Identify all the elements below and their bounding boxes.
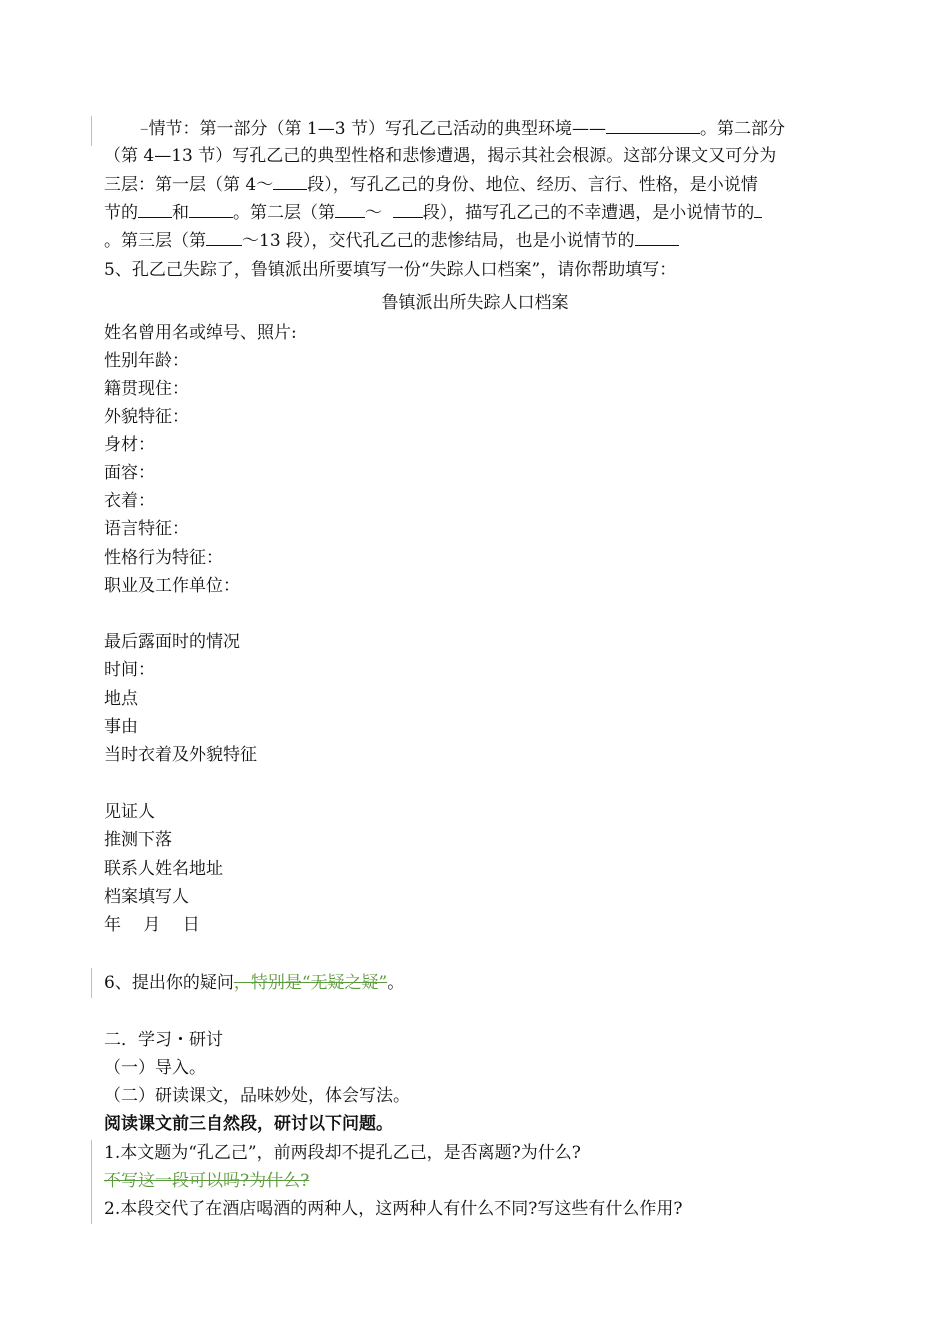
form-field: 身材：	[104, 435, 155, 455]
form-field: 联系人姓名地址	[104, 859, 223, 879]
plot-line-5: 。第三层（第 ～13 段），交代孔乙己的悲惨结局，也是小说情节的	[104, 227, 679, 253]
deleted-question: 不写这一段可以吗?为什么?	[104, 1171, 310, 1191]
form-field: 性格行为特征：	[104, 548, 223, 568]
fill-blank[interactable]	[635, 227, 679, 246]
revision-bar	[91, 116, 92, 146]
form-field: 姓名曾用名或绰号、照片:	[104, 323, 297, 343]
form-field: 语言特征：	[104, 519, 189, 539]
fill-blank[interactable]	[189, 199, 233, 218]
form-field: 衣着：	[104, 491, 155, 511]
form-field: 籍贯现住：	[104, 379, 189, 399]
plot-line-2: （第 4—13 节）写孔乙己的典型性格和悲惨遭遇，揭示其社会根源。这部分课文又可分为	[104, 146, 777, 166]
section-heading: 二．学习・研讨	[104, 1030, 223, 1050]
question-6: 6、提出你的疑问，特别是“无疑之疑”。	[104, 973, 405, 993]
plot-line-3: 三层：第一层（第 4～ 段），写孔乙己的身份、地位、经历、言行、性格，是小说情	[104, 171, 758, 197]
bold-instruction: 阅读课文前三自然段，研讨以下问题。	[104, 1114, 393, 1134]
form-field: 外貌特征：	[104, 407, 189, 427]
form-field: 面容：	[104, 463, 155, 483]
form-field: 当时衣着及外貌特征	[104, 745, 257, 765]
plot-line-4: 节的 和 。第二层（第 ～ 段），描写孔乙己的不幸遭遇，是小说情节的	[104, 199, 762, 225]
form-field: 年 月 日	[104, 915, 200, 935]
fill-blank[interactable]	[206, 227, 242, 246]
form-title: 鲁镇派出所失踪人口档案	[381, 293, 569, 313]
form-field: 地点	[104, 689, 138, 709]
plot-line-1: –情节：第一部分（第 1—3 节）写孔乙己活动的典型环境—— 。第二部分	[140, 115, 785, 141]
fill-blank[interactable]	[606, 115, 700, 134]
form-field: 推测下落	[104, 830, 172, 850]
form-field: 性别年龄：	[104, 351, 189, 371]
fill-blank[interactable]	[273, 171, 307, 190]
fill-blank[interactable]	[393, 199, 423, 218]
fill-blank[interactable]	[754, 199, 762, 218]
form-field: 职业及工作单位：	[104, 576, 240, 596]
fill-blank[interactable]	[335, 199, 365, 218]
form-field: 事由	[104, 717, 138, 737]
form-field: 见证人	[104, 802, 155, 822]
revision-bar	[91, 1140, 92, 1224]
form-field: 档案填写人	[104, 887, 189, 907]
form-field: 时间：	[104, 660, 155, 680]
question-5: 5、孔乙己失踪了，鲁镇派出所要填写一份“失踪人口档案”，请你帮助填写：	[104, 260, 677, 280]
subsection-1: （一）导入。	[104, 1058, 206, 1078]
subsection-2: （二）研读课文，品味妙处，体会写法。	[104, 1086, 410, 1106]
deleted-text: ，特别是“无疑之疑”	[233, 973, 388, 993]
revision-bar	[91, 968, 92, 998]
discussion-question-1: 1.本文题为“孔乙己”，前两段却不提孔乙己，是否离题?为什么?	[104, 1143, 581, 1163]
discussion-question-2: 2.本段交代了在酒店喝酒的两种人，这两种人有什么不同?写这些有什么作用?	[104, 1199, 683, 1219]
revision-mark: –	[140, 119, 149, 139]
fill-blank[interactable]	[138, 199, 172, 218]
form-field: 最后露面时的情况	[104, 632, 240, 652]
